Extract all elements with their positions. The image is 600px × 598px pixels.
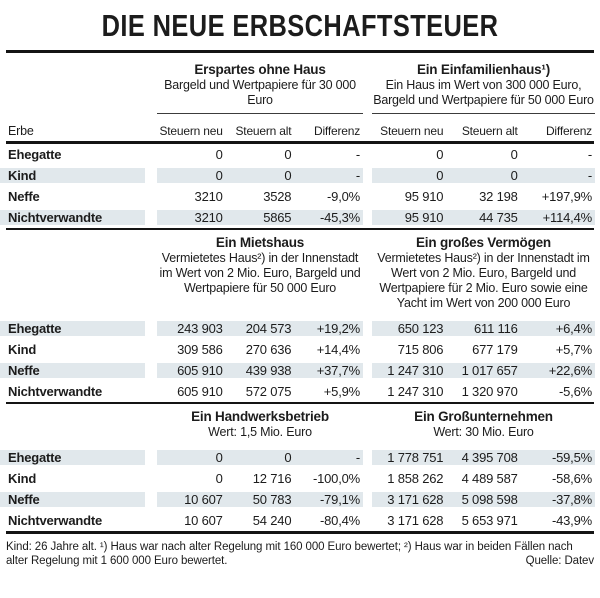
scenario-mietshaus [157,235,363,318]
row-values-left [157,210,363,225]
col-header-steuern-alt: Steuern alt [461,124,518,138]
cell: 12 716 [252,471,292,486]
footnote-text: Kind: 26 Jahre alt. ¹) Haus war nach alter Regelung mit 160 000 Euro bewertet; ²) Haus war in beiden Fällen nach alter Regelung mit 1 600 000 Euro bewertet. [6,541,573,567]
spacer [0,409,157,447]
table-row [0,165,595,186]
row-values-right [372,513,595,528]
cell: +5,7% [555,342,592,357]
cell: - [355,168,361,183]
cell: 309 586 [177,342,223,357]
row-label: Kind [8,342,37,357]
column-header-row [0,114,595,141]
row-values-left [157,342,363,357]
cell: 0 [284,168,292,183]
cell: 0 [284,147,292,162]
cell: -9,0% [327,189,361,204]
cell: +22,6% [548,363,592,378]
row-values-right [372,189,595,204]
row-values-left [157,147,363,162]
scenario-erspartes-ohne-haus [157,62,363,114]
cell: 3 171 628 [387,492,444,507]
cell: 5 098 598 [461,492,518,507]
row-label: Ehegatte [0,450,145,465]
spacer [0,235,157,318]
cell: +19,2% [316,321,361,336]
cell: 5 653 971 [461,513,518,528]
scenario-description: Bargeld und Wertpapiere für 30 000 Euro [164,78,356,107]
cell: 0 [215,450,223,465]
row-label: Nichtverwandte [0,210,145,225]
erbe-column-header: Erbe [8,124,34,138]
cell: 715 806 [397,342,444,357]
cell: -5,6% [559,384,592,399]
scenario-title: Erspartes ohne Haus [194,62,326,77]
cell: 0 [215,147,223,162]
cell: 0 [510,168,518,183]
cell: 3 171 628 [387,513,444,528]
scenario-einfamilienhaus [372,62,595,114]
row-label: Neffe [0,363,145,378]
section-2-scenario-headers [0,230,595,318]
cell: 3210 [194,210,223,225]
cell: 1 247 310 [387,363,444,378]
cell: 270 636 [245,342,292,357]
scenario-description: Vermietetes Haus²) in der Innenstadt im Wert von 2 Mio. Euro, Bargeld und Wertpapiere für 50 000 Euro [159,251,361,295]
table-row [0,447,595,468]
cell: 0 [284,450,292,465]
scenario-description: Ein Haus im Wert von 300 000 Euro, Bargeld und Wertpapiere für 50 000 Euro [373,78,594,107]
cell: 0 [215,471,223,486]
cell: 0 [436,168,444,183]
row-values-right [372,321,595,336]
cell: 10 607 [184,492,223,507]
cell: -80,4% [320,513,361,528]
cell: -59,5% [551,450,592,465]
col-header-differenz: Differenz [545,124,592,138]
row-values-left [157,168,363,183]
scenario-title: Ein Einfamilienhaus¹) [416,62,551,77]
cell: -37,8% [551,492,592,507]
table-row [0,339,595,360]
cell: -100,0% [312,471,361,486]
scenario-grosses-vermoegen [372,235,595,318]
scenario-description: Wert: 1,5 Mio. Euro [208,425,312,439]
cell: 0 [436,147,444,162]
cell: 0 [215,168,223,183]
right-column-headers [372,124,595,138]
cell: 4 489 587 [461,471,518,486]
cell: 572 075 [245,384,292,399]
cell: 95 910 [404,210,444,225]
cell: 4 395 708 [461,450,518,465]
row-values-left [157,450,363,465]
row-values-right [372,492,595,507]
table-row [0,468,595,489]
col-header-steuern-neu: Steuern neu [380,124,444,138]
row-label: Nichtverwandte [8,384,103,399]
cell: 1 247 310 [387,384,444,399]
scenario-description: Vermietetes Haus²) in der Innenstadt im Wert von 2 Mio. Euro, Bargeld und Wertpapiere für 2 Mio. Euro sowie eine Yacht im Wert von 200 000 Euro [377,251,590,310]
cell: - [587,168,592,183]
section-1-scenario-headers [0,53,595,114]
scenario-title: Ein großes Vermögen [416,235,551,250]
cell: 32 198 [479,189,518,204]
cell: 95 910 [404,189,444,204]
row-label: Kind [8,471,37,486]
row-values-right [372,210,595,225]
cell: 3528 [263,189,292,204]
cell: 650 123 [397,321,444,336]
scenario-title: Ein Mietshaus [215,235,305,250]
cell: +14,4% [316,342,361,357]
cell: 439 938 [245,363,292,378]
row-values-right [372,450,595,465]
cell: - [355,147,361,162]
scenario-handwerksbetrieb [157,409,363,447]
cell: 3210 [194,189,223,204]
footnote [6,540,594,568]
page-title: DIE NEUE ERBSCHAFTSTEUER [101,8,499,43]
row-label: Ehegatte [0,321,145,336]
cell: 204 573 [245,321,292,336]
row-values-right [372,363,595,378]
row-values-left [157,492,363,507]
cell: +37,7% [316,363,361,378]
col-header-differenz: Differenz [314,124,361,138]
spacer [363,235,372,318]
scenario-grossunternehmen [372,409,595,447]
cell: 677 179 [472,342,518,357]
row-values-left [157,363,363,378]
cell: 0 [510,147,518,162]
cell: 605 910 [177,363,223,378]
scenario-description: Wert: 30 Mio. Euro [433,425,534,439]
scenario-title: Ein Handwerksbetrieb [191,409,329,424]
cell: - [587,147,592,162]
left-column-headers [157,124,363,138]
cell: 1 320 970 [461,384,518,399]
cell: +6,4% [555,321,592,336]
cell: - [355,450,361,465]
table-row [0,489,595,510]
table-row [0,186,595,207]
cell: +197,9% [541,189,592,204]
cell: 1 858 262 [387,471,444,486]
row-values-right [372,168,595,183]
row-label: Kind [0,168,145,183]
row-values-left [157,189,363,204]
cell: +114,4% [542,210,592,225]
row-values-right [372,384,595,399]
row-label: Neffe [8,189,40,204]
table-row [0,207,595,228]
row-label: Neffe [0,492,145,507]
source-credit: Quelle: Datev [518,554,594,568]
row-values-left [157,384,363,399]
cell: -43,9% [551,513,592,528]
row-values-right [372,342,595,357]
cell: -58,6% [551,471,592,486]
table-row [0,360,595,381]
cell: 54 240 [252,513,292,528]
scenario-title: Ein Großunternehmen [414,409,553,424]
cell: -79,1% [320,492,361,507]
section-3-scenario-headers [0,404,595,447]
cell: 243 903 [177,321,223,336]
spacer [0,62,157,114]
cell: 10 607 [184,513,223,528]
row-label: Nichtverwandte [8,513,103,528]
cell: 611 116 [473,321,518,336]
spacer [363,409,372,447]
table-row [0,144,595,165]
row-values-left [157,321,363,336]
table-row [0,318,595,339]
cell: 1 017 657 [461,363,518,378]
row-values-left [157,513,363,528]
row-label: Ehegatte [8,147,62,162]
spacer [363,62,372,114]
table-row [0,510,595,531]
row-values-right [372,471,595,486]
col-header-steuern-neu: Steuern neu [159,124,223,138]
footer-divider [6,531,594,534]
cell: -45,3% [320,210,361,225]
table-row [0,381,595,402]
col-header-steuern-alt: Steuern alt [235,124,292,138]
cell: 1 778 751 [387,450,444,465]
cell: +5,9% [323,384,361,399]
cell: 44 735 [479,210,518,225]
row-values-left [157,471,363,486]
row-values-right [372,147,595,162]
cell: 5865 [263,210,292,225]
cell: 605 910 [177,384,223,399]
cell: 50 783 [252,492,292,507]
